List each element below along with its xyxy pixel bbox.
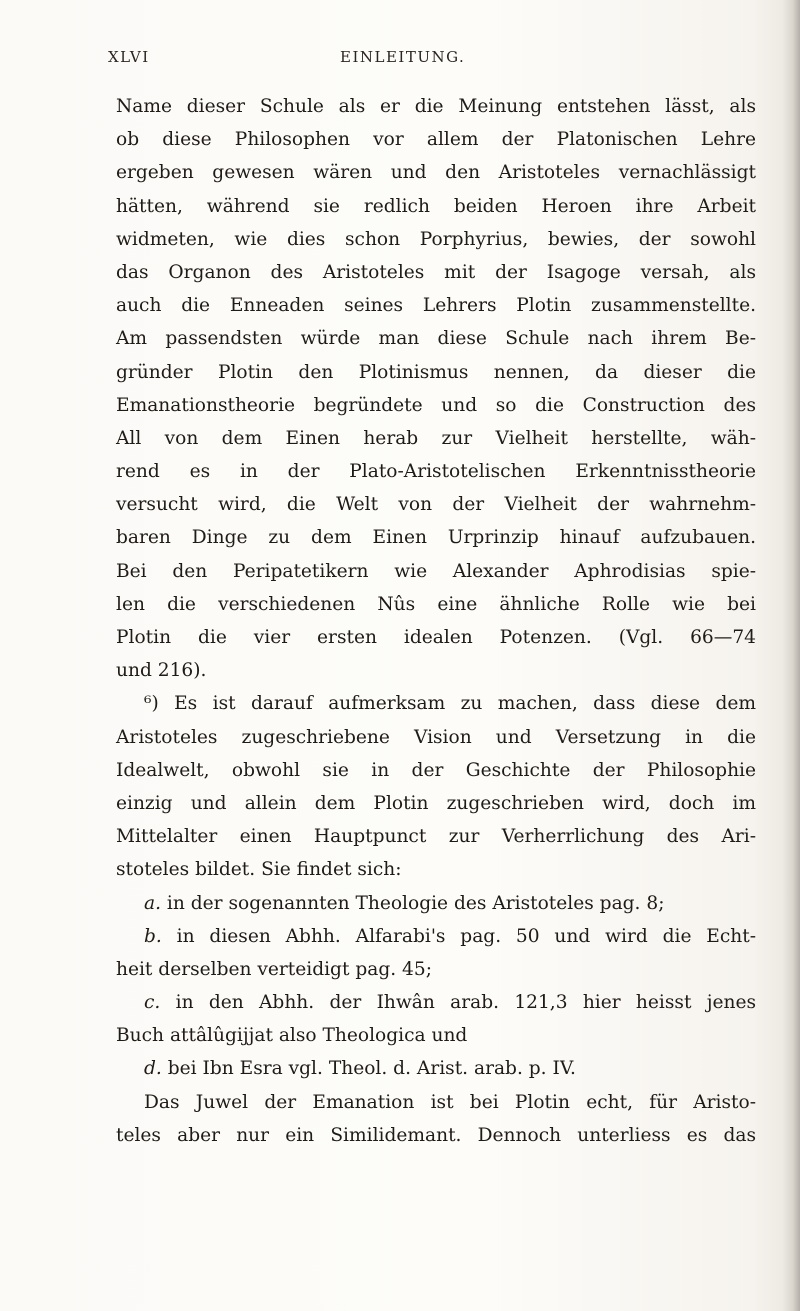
text-line: Emanationstheorie begründete und so die Construction des <box>116 394 756 416</box>
text-line: rend es in der Plato-Aristotelischen Erkenntnisstheorie <box>116 461 756 483</box>
list-text-a: in der sogenannten Theologie des Aristoteles pag. 8; <box>166 892 665 914</box>
list-text-b: in diesen Abhh. Alfarabi's pag. 50 und wird die Echt- <box>176 925 756 947</box>
text-line: Bei den Peripatetikern wie Alexander Aphrodisias spie- <box>116 560 756 582</box>
list-marker-c: c. <box>144 992 161 1014</box>
text-line: Das Juwel der Emanation ist bei Plotin echt, für Aristo- <box>144 1091 756 1113</box>
text-line: Name dieser Schule als er die Meinung entstehen lässt, als <box>116 96 756 117</box>
running-head: EINLEITUNG. <box>340 48 466 66</box>
text-line: Plotin die vier ersten idealen Potenzen. (Vgl. 66—74 <box>116 627 756 648</box>
list-item-b <box>116 920 756 953</box>
text-line: len die verschiedenen Nûs eine ähnliche Rolle wie bei <box>116 593 756 615</box>
text-line: ergeben gewesen wären und den Aristoteles vernachlässigt <box>116 162 756 184</box>
list-item-c-continued: Buch attâlûgijjat also Theologica und <box>116 1025 468 1047</box>
list-item-c <box>116 986 756 1019</box>
body-text <box>116 90 756 1152</box>
list-text-d: bei Ibn Esra vgl. Theol. d. Arist. arab. p. IV. <box>167 1058 576 1080</box>
text-line: Am passendsten würde man diese Schule nach ihrem Be- <box>116 328 756 350</box>
list-marker-d: d. <box>144 1058 162 1080</box>
footnote-line: einzig und allein dem Plotin zugeschrieben wird, doch im <box>116 792 756 814</box>
text-line: versucht wird, die Welt von der Vielheit der wahrnehm- <box>116 494 756 516</box>
text-line: teles aber nur ein Similidemant. Dennoch unterliess es das <box>116 1124 756 1146</box>
footnote-line: Aristoteles zugeschriebene Vision und Versetzung in die <box>116 726 756 748</box>
list-item-b-continued: heit derselben verteidigt pag. 45; <box>116 958 432 980</box>
page-number: XLVI <box>108 48 150 66</box>
page-header <box>108 48 748 78</box>
footnote-line: Idealwelt, obwohl sie in der Geschichte der Philosophie <box>116 759 756 781</box>
text-line: auch die Enneaden seines Lehrers Plotin zusammenstellte. <box>116 295 756 317</box>
footnote-line: stoteles bildet. Sie findet sich: <box>116 859 402 881</box>
text-line: das Organon des Aristoteles mit der Isagoge versah, als <box>116 261 756 283</box>
text-line: widmeten, wie dies schon Porphyrius, bewies, der sowohl <box>116 228 756 250</box>
page-edge-shadow <box>782 0 800 1311</box>
text-line: baren Dinge zu dem Einen Urprinzip hinauf aufzubauen. <box>116 527 756 549</box>
list-item-d <box>116 1052 756 1085</box>
text-line: hätten, während sie redlich beiden Heroen ihre Arbeit <box>116 195 756 217</box>
list-text-c: in den Abhh. der Ihwân arab. 121,3 hier heisst jenes <box>175 992 756 1014</box>
list-marker-b: b. <box>144 925 162 947</box>
text-line: und 216). <box>116 660 207 682</box>
footnote-line: Mittelalter einen Hauptpunct zur Verherrlichung des Ari- <box>116 826 756 848</box>
text-line: ob diese Philosophen vor allem der Platonischen Lehre <box>116 129 756 151</box>
footnote-line: ⁶) Es ist darauf aufmerksam zu machen, dass diese dem <box>144 693 756 715</box>
text-line: gründer Plotin den Plotinismus nennen, da dieser die <box>116 361 756 383</box>
text-line: All von dem Einen herab zur Vielheit herstellte, wäh- <box>116 427 756 449</box>
list-marker-a: a. <box>144 892 161 914</box>
list-item-a <box>116 887 756 920</box>
